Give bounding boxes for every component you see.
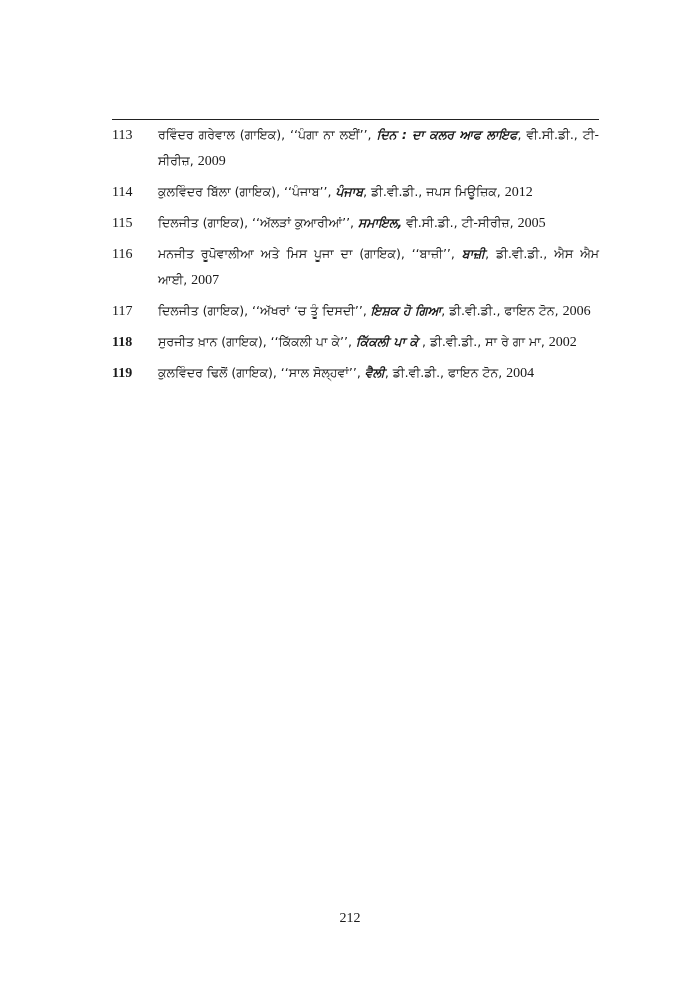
reference-publisher: , ਡੀ.ਵੀ.ਡੀ., ਫਾਇਨ ਟੋਨ, (384, 365, 507, 380)
reference-item (112, 298, 599, 325)
reference-text: ਰਵਿੰਦਰ ਗਰੇਵਾਲ (ਗਾਇਕ), ‘‘ਪੰਗਾ ਨਾ ਲਈਂ’’, (158, 127, 377, 142)
reference-text: ਦਿਲਜੀਤ (ਗਾਇਕ), ‘‘ਅੱਖਰਾਂ ‘ਚ ਤੂੰ ਦਿਸਦੀ’’, (158, 303, 371, 318)
reference-text: ਮਨਜੀਤ ਰੂਪੋਵਾਲੀਆ ਅਤੇ ਮਿਸ ਪੂਜਾ ਦਾ (ਗਾਇਕ), ‘‘ਬਾਜ਼ੀ’’, (158, 246, 462, 261)
reference-year: 2005 (517, 216, 546, 231)
reference-year: 2004 (506, 366, 535, 381)
reference-publisher: , ਡੀ.ਵੀ.ਡੀ., ਐਸ ਐਮ ਆਈ, (158, 246, 600, 287)
reference-number: 118 (112, 335, 133, 350)
reference-year: 2002 (548, 335, 577, 350)
reference-item (112, 122, 599, 175)
reference-title: ਕਿੱਕਲੀ ਪਾ ਕੇ (355, 334, 419, 349)
reference-title: ਸਮਾਇਲ, (358, 215, 403, 230)
reference-item (112, 179, 599, 206)
reference-publisher: , ਡੀ.ਵੀ.ਡੀ., ਜਪਸ ਮਿਊਜ਼ਿਕ, (363, 184, 505, 199)
reference-text: ਕੁਲਵਿੰਦਰ ਢਿਲੋਂ (ਗਾਇਕ), ‘‘ਸਾਲ ਸੋਲ੍ਹਵਾਂ’’, (158, 365, 365, 380)
reference-title: ਦਿਨ : ਦਾ ਕਲਰ ਆਫ ਲਾਇਫ (376, 127, 518, 142)
reference-title: ਪੰਜਾਬ (335, 184, 364, 199)
reference-year: 2006 (562, 304, 591, 319)
reference-item (112, 210, 599, 237)
reference-publisher: , ਡੀ.ਵੀ.ਡੀ., ਫਾਇਨ ਟੋਨ, (441, 303, 563, 318)
reference-year: 2009 (197, 154, 226, 169)
reference-title: ਬਾਜ਼ੀ (461, 246, 486, 261)
reference-title: ਇਸ਼ਕ ਹੋ ਗਿਆ (370, 303, 442, 318)
reference-item (112, 329, 599, 356)
reference-number: 115 (112, 216, 133, 231)
page-number: 212 (339, 911, 361, 926)
reference-year: 2007 (191, 273, 220, 288)
reference-item (112, 241, 599, 294)
reference-text: ਦਿਲਜੀਤ (ਗਾਇਕ), ‘‘ਅੱਲੜਾਂ ਕੁਆਰੀਆਂ’’, (158, 215, 359, 230)
reference-text: ਸੁਰਜੀਤ ਖ਼ਾਨ (ਗਾਇਕ), ‘‘ਕਿੱਕਲੀ ਪਾ ਕੇ’’, (158, 334, 356, 349)
reference-number: 117 (112, 304, 133, 319)
reference-text: ਕੁਲਵਿੰਦਰ ਬਿੱਲਾ (ਗਾਇਕ), ‘‘ਪੰਜਾਬ’’, (158, 184, 336, 199)
reference-number: 119 (112, 366, 133, 381)
reference-number: 113 (112, 128, 133, 143)
reference-publisher: , ਵੀ.ਸੀ.ਡੀ., ਟੀ-ਸੀਰੀਜ਼, (158, 127, 599, 168)
reference-number: 116 (112, 247, 133, 262)
reference-publisher: ਵੀ.ਸੀ.ਡੀ., ਟੀ-ਸੀਰੀਜ਼, (402, 215, 518, 230)
reference-year: 2012 (504, 185, 533, 200)
reference-item (112, 360, 599, 387)
reference-list (112, 122, 599, 391)
reference-title: ਵੈਲੀ (364, 365, 385, 380)
reference-number: 114 (112, 185, 133, 200)
reference-publisher: , ਡੀ.ਵੀ.ਡੀ., ਸਾ ਰੇ ਗਾ ਮਾ, (418, 334, 549, 349)
top-rule (112, 119, 599, 120)
